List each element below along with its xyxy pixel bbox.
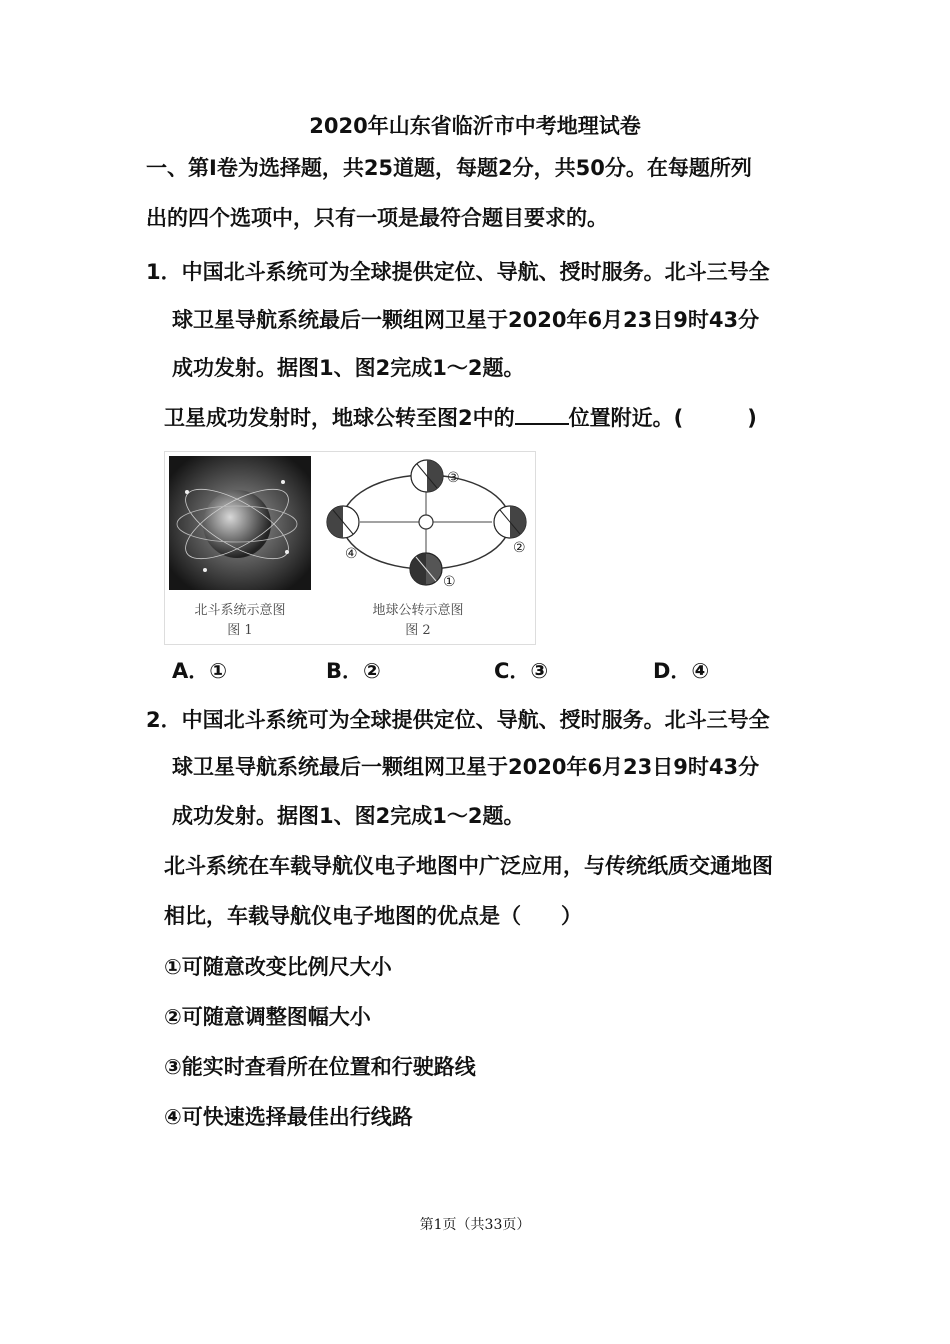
earth-position-top xyxy=(411,460,443,492)
answer-blank xyxy=(515,405,569,425)
fig2-label: 图 2 xyxy=(405,623,431,638)
q1-option-d[interactable]: D．④ xyxy=(653,659,710,683)
q1-option-b[interactable]: B．② xyxy=(326,659,381,683)
page-title: 2020年山东省临沂市中考地理试卷 xyxy=(309,114,641,138)
q1-figure-svg xyxy=(165,452,535,644)
q2-stem-line1: 2．中国北斗系统可为全球提供定位、导航、授时服务。北斗三号全 xyxy=(146,708,770,732)
fig1-caption: 北斗系统示意图 xyxy=(194,603,286,618)
section-heading-line1: 一、第Ⅰ卷为选择题，共25道题，每题2分，共50分。在每题所列 xyxy=(146,156,752,180)
q2-item-2: ②可随意调整图幅大小 xyxy=(164,1005,371,1029)
beidou-system-image xyxy=(169,456,311,590)
q1-option-c[interactable]: C．③ xyxy=(494,659,549,683)
q1-figure xyxy=(164,451,536,645)
pos2-label: ② xyxy=(513,540,526,556)
earth-revolution-diagram xyxy=(327,460,526,585)
earth-position-right xyxy=(494,506,526,538)
fig2-caption: 地球公转示意图 xyxy=(372,603,464,618)
q1-stem-line2: 球卫星导航系统最后一颗组网卫星于2020年6月23日9时43分 xyxy=(172,308,760,332)
q1-option-a[interactable]: A．① xyxy=(172,659,228,683)
pos4-label: ④ xyxy=(345,546,358,562)
q2-question-line1: 北斗系统在车载导航仪电子地图中广泛应用，与传统纸质交通地图 xyxy=(164,854,773,878)
q1-stem-line3: 成功发射。据图1、图2完成1～2题。 xyxy=(172,356,525,380)
q2-item-1: ①可随意改变比例尺大小 xyxy=(164,955,392,979)
q2-stem-line3: 成功发射。据图1、图2完成1～2题。 xyxy=(172,804,525,828)
pos3-label: ③ xyxy=(447,470,460,486)
q2-question-line2 xyxy=(164,901,582,931)
pos1-label: ① xyxy=(443,574,456,590)
fig1-label: 图 1 xyxy=(227,623,253,638)
section-heading-line2: 出的四个选项中，只有一项是最符合题目要求的。 xyxy=(146,206,608,230)
q1-question-post: 位置附近。( xyxy=(568,406,684,430)
q1-question-end: ) xyxy=(747,406,757,430)
earth-position-left xyxy=(327,506,359,538)
q1-stem-line1: 1．中国北斗系统可为全球提供定位、导航、授时服务。北斗三号全 xyxy=(146,260,770,284)
q1-question xyxy=(164,403,757,433)
sun-icon xyxy=(419,515,433,529)
q2-question-pre: 相比，车载导航仪电子地图的优点是（ xyxy=(164,904,521,928)
q1-question-pre: 卫星成功发射时，地球公转至图2中的 xyxy=(164,406,515,430)
q2-item-4: ④可快速选择最佳出行线路 xyxy=(164,1105,413,1129)
q2-stem-line2: 球卫星导航系统最后一颗组网卫星于2020年6月23日9时43分 xyxy=(172,755,760,779)
q2-item-3: ③能实时查看所在位置和行驶路线 xyxy=(164,1055,476,1079)
q2-question-end: ） xyxy=(561,904,582,928)
earth-position-bottom xyxy=(410,553,442,585)
page-footer: 第1页（共33页） xyxy=(419,1217,531,1233)
